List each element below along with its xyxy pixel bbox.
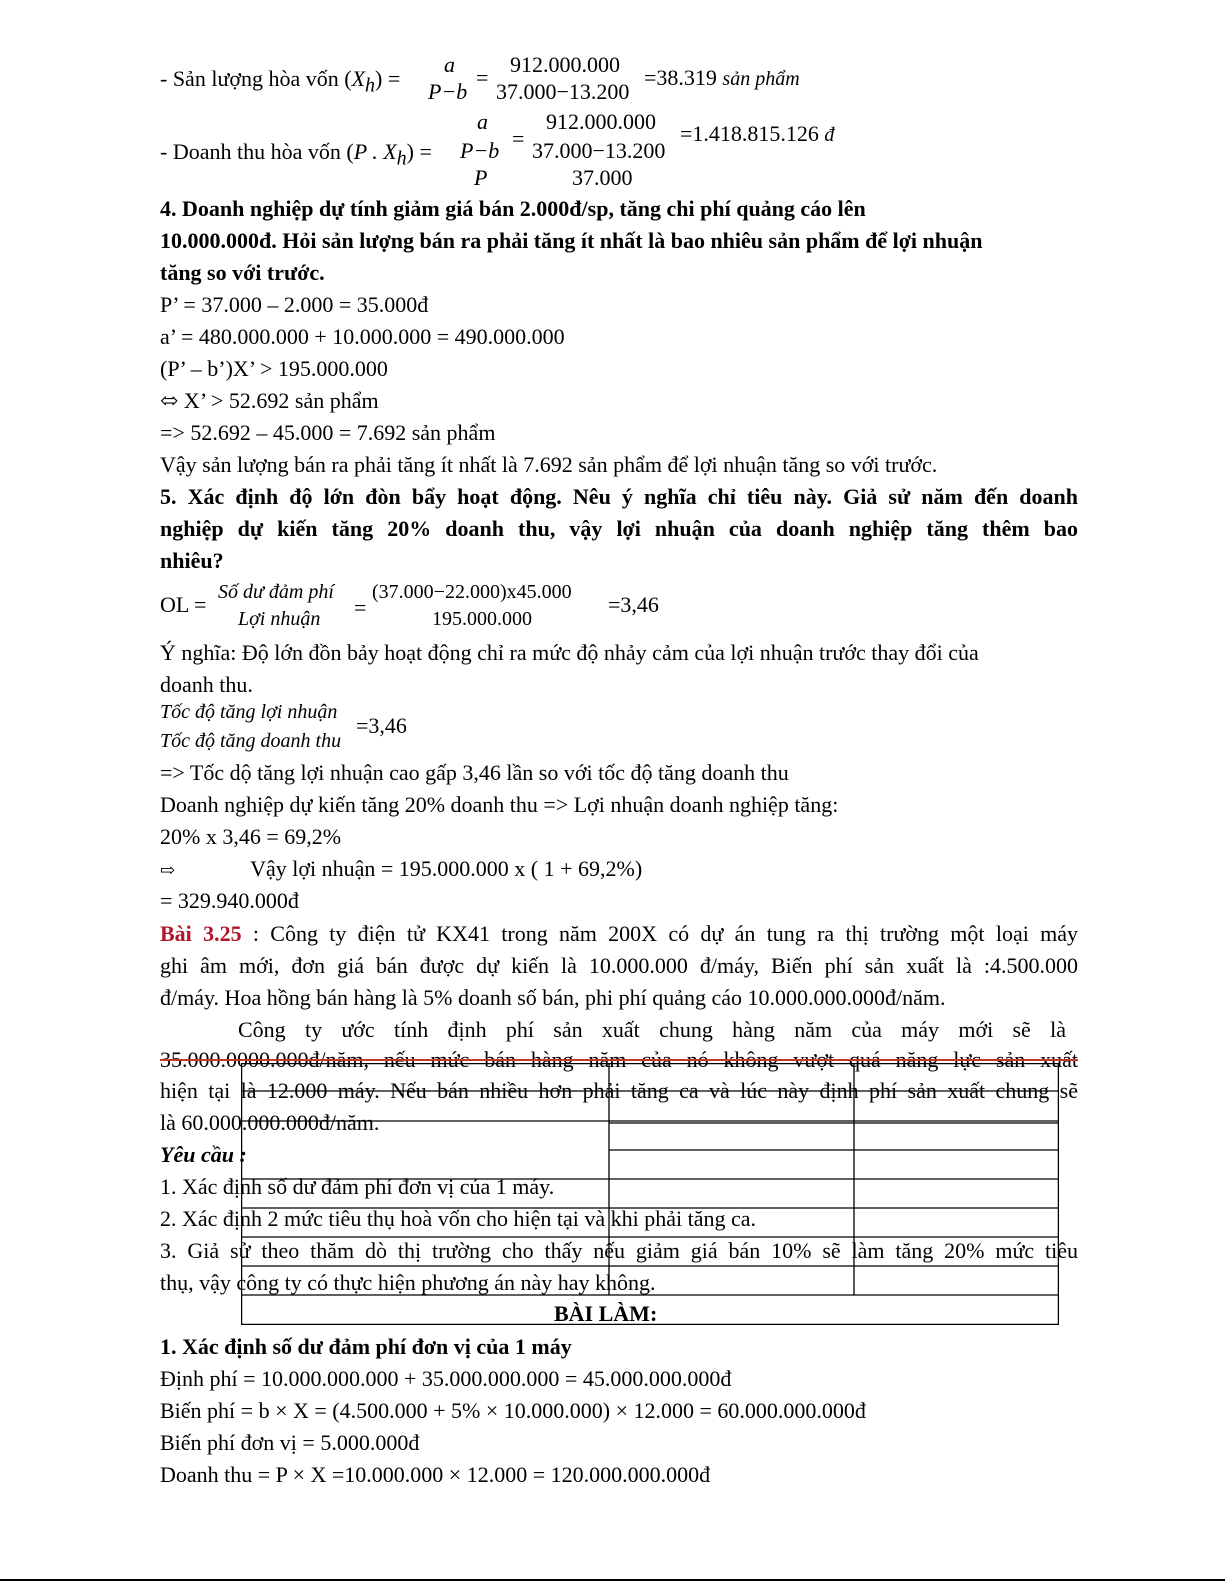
- solution-line-2: Biến phí = b × X = (4.500.000 + 5% × 10.000.000) × 12.000 = 60.000.000.000đ: [160, 1398, 866, 1423]
- ratio-den: Tốc độ tăng doanh thu: [160, 730, 342, 752]
- solution-title: BÀI LÀM:: [554, 1301, 658, 1326]
- q5-profit-text: Vậy lợi nhuận = 195.000.000 x ( 1 + 69,2%): [250, 856, 643, 881]
- bai325-label: Bài 3.25: [160, 921, 242, 946]
- den-val-1: 37.000−13.200: [496, 79, 630, 104]
- breakeven-rev-prefix: - Doanh thu hòa vốn (: [160, 139, 354, 164]
- bai325-line-2: ghi âm mới, đơn giá bán được dự kiến là 10.000.000 đ/máy, Biến phí sản xuất là :4.500.000: [160, 953, 1078, 978]
- q4-heading-1: 4. Doanh nghiệp dự tính giảm giá bán 2.000đ/sp, tăng chi phí quảng cáo lên: [160, 196, 866, 221]
- frac-a-2: a: [477, 109, 488, 134]
- p-val-2: 37.000: [572, 165, 633, 190]
- breakeven-qty-var: X: [351, 66, 366, 91]
- q4-heading-2: 10.000.000đ. Hỏi sản lượng bán ra phải tăng ít nhất là bao nhiêu sản phẩm để lợi nhuận: [160, 228, 983, 253]
- num-val-2: 912.000.000: [546, 109, 656, 134]
- q5-line-4: [160, 856, 642, 883]
- breakeven-qty-line: [160, 66, 400, 98]
- arrow-icon: ⇨: [160, 860, 176, 880]
- ol-den: Lợi nhuận: [238, 608, 321, 630]
- den-val-2: 37.000−13.200: [532, 138, 666, 163]
- requirement-2: 2. Xác định 2 mức tiêu thụ hoà vốn cho hiện tại và khi phải tăng ca.: [160, 1206, 756, 1231]
- ol-num-val: (37.000−22.000)x45.000: [372, 581, 572, 603]
- frac-pb-2: P−b: [460, 138, 500, 163]
- q5-line-3: 20% x 3,46 = 69,2%: [160, 824, 342, 849]
- frac-pb-1: P−b: [428, 79, 468, 104]
- bai325-line-7: là 60.000.000.000đ/năm.: [160, 1110, 380, 1135]
- requirement-3-line-2: thụ, vậy công ty có thực hiện phương án này hay không.: [160, 1270, 656, 1295]
- bai325-line-3: đ/máy. Hoa hồng bán hàng là 5% doanh số bán, phi phí quảng cáo 10.000.000.000đ/năm.: [160, 985, 946, 1010]
- q4-heading-3: tăng so với trước.: [160, 260, 325, 285]
- ratio-result: =3,46: [356, 713, 407, 738]
- breakeven-qty-prefix: - Sản lượng hòa vốn (: [160, 66, 352, 91]
- ol-eq: =: [354, 595, 367, 620]
- bai325-line-6: hiện tại là 12.000 máy. Nếu bán nhiều hơn phải tăng ca và lúc này định phí sản xuất chung sẽ: [160, 1078, 1078, 1103]
- meaning-line-1: Ý nghĩa: Độ lớn đồn bảy hoạt động chỉ ra mức độ nhảy cảm của lợi nhuận trước thay đổi của: [160, 640, 979, 665]
- breakeven-rev-close: ) =: [406, 139, 432, 164]
- solution-line-4: Doanh thu = P × X =10.000.000 × 12.000 = 120.000.000.000đ: [160, 1462, 711, 1487]
- breakeven-qty-sub: h: [365, 74, 376, 97]
- ol-label: OL =: [160, 592, 207, 617]
- requirement-3-line-1: 3. Giả sử theo thăm dò thị trường cho thấy nếu giảm giá bán 10% sẽ làm tăng 20% mức tiêu: [160, 1238, 1078, 1263]
- solution-line-3: Biến phí đơn vị = 5.000.000đ: [160, 1430, 420, 1455]
- q5-heading-1: 5. Xác định độ lớn đòn bẩy hoạt động. Nêu ý nghĩa chỉ tiêu này. Giả sử năm đến doanh: [160, 484, 1078, 509]
- bai325-line-5: 35.000.0000.000đ/năm, nếu mức bán hàng năm của nó không vượt quá năng lực sản xuất: [160, 1047, 1078, 1072]
- rev-result: =1.418.815.126 đ: [680, 121, 835, 146]
- ratio-num: Tốc độ tăng lợi nhuận: [160, 701, 338, 723]
- frac-a-1: a: [444, 52, 455, 77]
- qty-result: =38.319 sản phẩm: [644, 65, 800, 90]
- requirement-1: 1. Xác định số dư đảm phí đơn vị của 1 máy.: [160, 1174, 555, 1199]
- meaning-line-2: doanh thu.: [160, 672, 253, 697]
- q4-line-5: => 52.692 – 45.000 = 7.692 sản phẩm: [160, 420, 496, 445]
- requirement-label: Yêu cầu :: [160, 1142, 247, 1167]
- solution-line-1: Định phí = 10.000.000.000 + 35.000.000.000 = 45.000.000.000đ: [160, 1366, 732, 1391]
- bai325-line-4: Công ty ước tính định phí sản xuất chung hàng năm của máy mới sẽ là: [238, 1017, 1066, 1042]
- solution-heading: 1. Xác định số dư đảm phí đơn vị của 1 máy: [160, 1334, 572, 1359]
- eq-2: =: [512, 126, 525, 151]
- breakeven-qty-close: ) =: [375, 66, 401, 91]
- q5-line-2: Doanh nghiệp dự kiến tăng 20% doanh thu => Lợi nhuận doanh nghiệp tăng:: [160, 792, 839, 817]
- q4-line-1: P’ = 37.000 – 2.000 = 35.000đ: [160, 292, 429, 317]
- eq-1: =: [476, 65, 489, 90]
- q5-line-5: = 329.940.000đ: [160, 888, 299, 913]
- q4-line-3: (P’ – b’)X’ > 195.000.000: [160, 356, 388, 381]
- q4-line-2: a’ = 480.000.000 + 10.000.000 = 490.000.000: [160, 324, 565, 349]
- bai325-line-1: Bài 3.25 : Công ty điện tử KX41 trong năm 200X có dự án tung ra thị trường một loại máy: [160, 921, 1078, 946]
- frac-p-2: P: [474, 165, 488, 190]
- breakeven-rev-line: - Doanh thu hòa vốn (P . $X_h$) =: [160, 139, 432, 170]
- ol-result: =3,46: [608, 592, 659, 617]
- ol-den-val: 195.000.000: [432, 608, 532, 630]
- breakeven-rev-var: P . X: [353, 139, 397, 164]
- q4-line-4: ⬄ X’ > 52.692 sản phẩm: [160, 388, 379, 413]
- q4-conclusion: Vậy sản lượng bán ra phải tăng ít nhất là 7.692 sản phẩm để lợi nhuận tăng so với trước.: [160, 452, 938, 477]
- num-val-1: 912.000.000: [510, 52, 620, 77]
- page-bottom-border: [0, 1579, 1225, 1581]
- q5-heading-2: nghiệp dự kiến tăng 20% doanh thu, vậy lợi nhuận của doanh nghiệp tăng thêm bao: [160, 516, 1078, 541]
- q5-heading-3: nhiêu?: [160, 548, 224, 573]
- q5-line-1: => Tốc dộ tăng lợi nhuận cao gấp 3,46 lần so với tốc độ tăng doanh thu: [160, 760, 789, 785]
- ol-num: Số dư đảm phí: [218, 581, 334, 603]
